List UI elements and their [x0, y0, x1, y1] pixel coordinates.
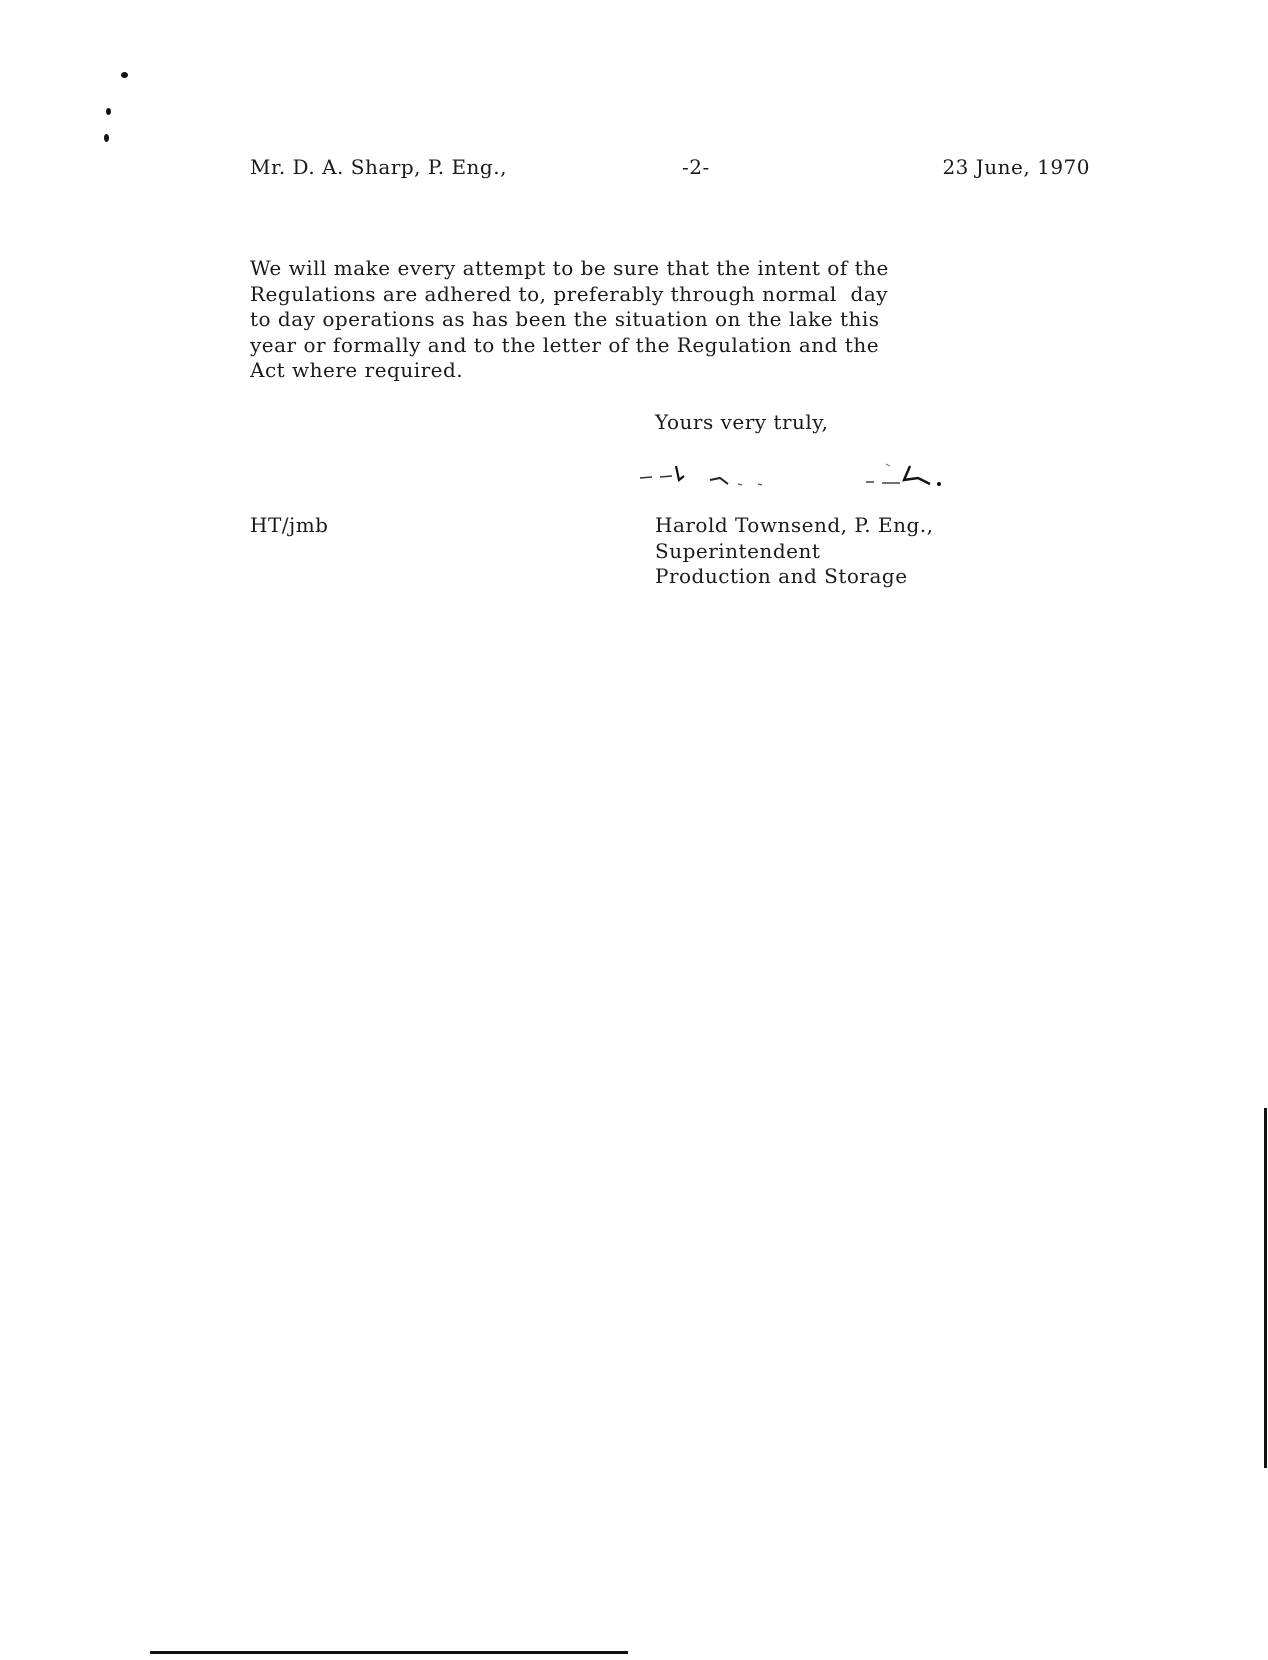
handwritten-signature	[638, 458, 983, 503]
page-number: -2-	[682, 155, 710, 179]
closing-salutation: Yours very truly,	[655, 410, 829, 434]
body-line: Regulations are adhered to, preferably through normal day	[250, 281, 889, 306]
reference-initials: HT/jmb	[250, 513, 329, 537]
scan-mark	[104, 134, 109, 142]
recipient-line: Mr. D. A. Sharp, P. Eng.,	[250, 155, 507, 179]
body-line: year or formally and to the letter of the Regulation and the	[250, 332, 880, 357]
signer-department: Production and Storage	[655, 564, 908, 588]
body-line: to day operations as has been the situation on the lake this	[250, 307, 880, 331]
letter-date: 23 June, 1970	[942, 155, 1090, 179]
scan-mark	[121, 72, 128, 78]
body-line: We will make every attempt to be sure that the intent of the	[250, 256, 889, 280]
signature-block	[655, 513, 933, 590]
scan-edge-line	[1264, 1108, 1267, 1468]
scan-mark	[106, 108, 111, 115]
scan-edge-line	[150, 1651, 628, 1654]
signer-title: Superintendent	[655, 538, 821, 563]
letter-header	[250, 155, 1090, 185]
signer-name: Harold Townsend, P. Eng.,	[655, 513, 934, 537]
body-line: Act where required.	[250, 358, 464, 382]
body-paragraph	[250, 256, 1030, 384]
